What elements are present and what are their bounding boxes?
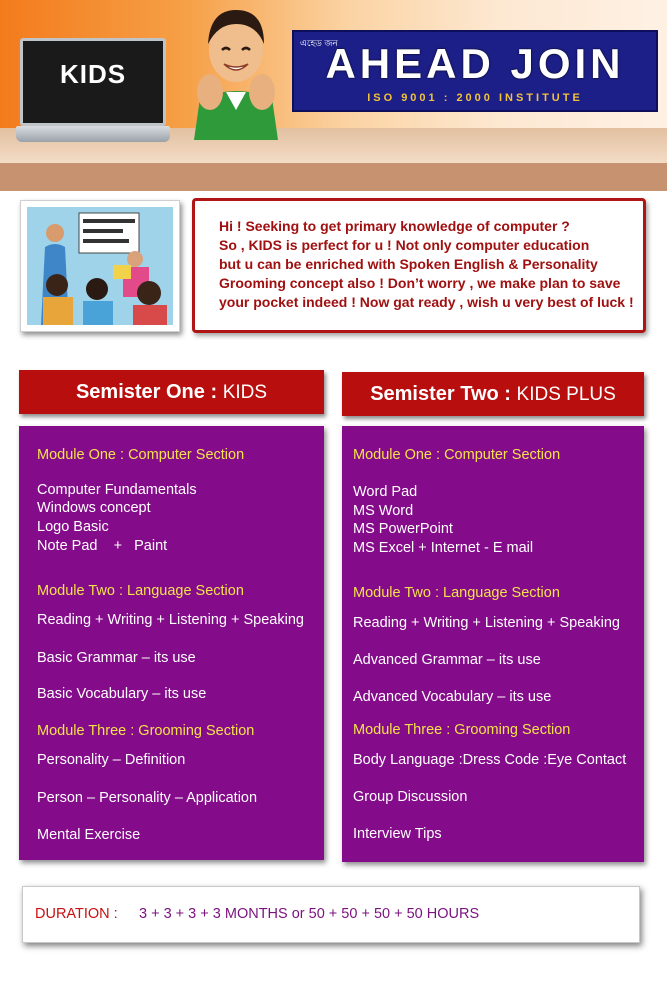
logo-subtitle: ISO 9001 : 2000 INSTITUTE: [367, 92, 583, 104]
module-item: MS Word: [353, 503, 414, 519]
intro-message: [219, 217, 639, 312]
laptop-icon: [20, 38, 166, 146]
semester-one-panel: [19, 426, 324, 860]
module-item: MS PowerPoint: [353, 521, 453, 537]
module-heading: Module One : Computer Section: [353, 447, 561, 463]
semester-two-panel: [342, 426, 644, 862]
module-item: Reading + Writing + Listening + Speaking: [353, 615, 620, 631]
module-item: Mental Exercise: [37, 827, 141, 843]
module-heading: Module One : Computer Section: [37, 447, 245, 463]
semester-two-header: [342, 372, 644, 416]
header-banner: [0, 0, 667, 163]
module-item: Note Pad + Paint: [37, 538, 168, 554]
duration-label: DURATION :: [35, 906, 118, 922]
module-item: Basic Vocabulary – its use: [37, 686, 207, 702]
module-heading: Module Three : Grooming Section: [353, 722, 571, 738]
module-item: MS Excel + Internet - E mail: [353, 540, 534, 556]
module-item: Group Discussion: [353, 789, 468, 805]
module-item: Computer Fundamentals: [37, 482, 197, 498]
semester-one-title: Semister One :: [75, 381, 218, 403]
institute-logo: [292, 30, 658, 112]
intro-line: Grooming concept also ! Don’t worry , we make plan to save: [219, 275, 621, 291]
divider-strip: [0, 163, 667, 191]
logo-bengali-text: এহেড জন: [300, 38, 338, 48]
module-item: Personality – Definition: [37, 752, 186, 768]
module-item: Basic Grammar – its use: [37, 650, 196, 666]
laptop-screen-label: KIDS: [59, 59, 127, 89]
module-item: Windows concept: [37, 500, 151, 516]
intro-line: Hi ! Seeking to get primary knowledge of computer ?: [219, 218, 570, 234]
intro-line: your pocket indeed ! Now gat ready , wish u very best of luck !: [219, 294, 634, 310]
child-photo: [188, 0, 284, 140]
module-item: Word Pad: [353, 484, 418, 500]
logo-title: AHEAD JOIN: [325, 40, 625, 87]
semester-two-name: KIDS PLUS: [516, 384, 616, 405]
semester-one-header: [19, 370, 324, 414]
module-item: Reading + Writing + Listening + Speaking: [37, 612, 304, 628]
duration-value: 3 + 3 + 3 + 3 MONTHS or 50 + 50 + 50 + 50 HOURS: [139, 906, 480, 922]
module-heading: Module Three : Grooming Section: [37, 723, 255, 739]
classroom-photo-frame: [20, 200, 180, 332]
intro-line: but u can be enriched with Spoken English & Personality: [219, 256, 598, 272]
laptop-keyboard: [16, 126, 170, 142]
module-item: Advanced Grammar – its use: [353, 652, 541, 668]
module-item: Body Language :Dress Code :Eye Contact: [353, 752, 627, 768]
module-heading: Module Two : Language Section: [37, 583, 244, 599]
laptop-screen: [20, 38, 166, 126]
module-heading: Module Two : Language Section: [353, 585, 560, 601]
classroom-photo: [27, 207, 173, 325]
semester-two-title: Semister Two :: [370, 383, 511, 405]
intro-message-box: [192, 198, 646, 333]
module-item: Logo Basic: [37, 519, 109, 535]
semester-one-name: KIDS: [222, 382, 268, 403]
module-item: Advanced Vocabulary – its use: [353, 689, 552, 705]
intro-line: So , KIDS is perfect for u ! Not only computer education: [219, 237, 590, 253]
module-item: Person – Personality – Application: [37, 790, 258, 806]
duration-box: [22, 886, 640, 943]
module-item: Interview Tips: [353, 826, 442, 842]
